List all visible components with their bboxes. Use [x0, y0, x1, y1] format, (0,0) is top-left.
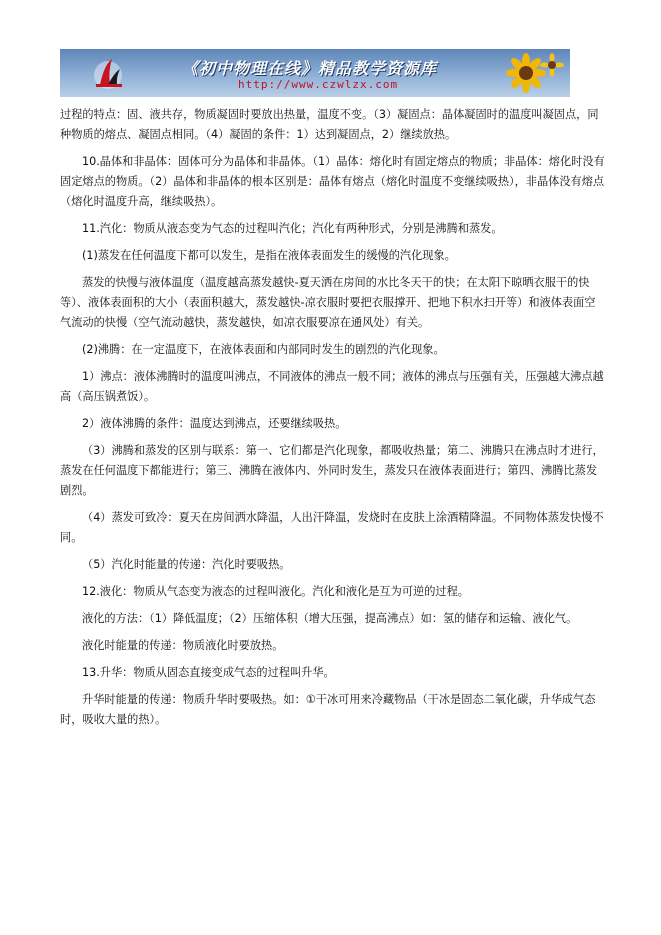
paragraph: (2)沸腾：在一定温度下，在液体表面和内部同时发生的剧烈的汽化现象。 — [82, 343, 445, 356]
paragraph: 1）沸点：液体沸腾时的温度叫沸点，不同液体的沸点一般不同；液体的沸点与压强有关，压强越大沸点越高（高压锅煮饭）。 — [60, 370, 604, 403]
paragraph: （3）沸腾和蒸发的区别与联系：第一、它们都是汽化现象，都吸收热量；第二、沸腾只在沸点时才进行，蒸发在任何温度下都能进行；第三、沸腾在液体内、外同时发生，蒸发只在液体表面进行；第四、沸腾比蒸发剧烈。 — [60, 444, 604, 497]
banner-title: 《初中物理在线》精品教学资源库 — [182, 59, 438, 78]
paragraph: 11.汽化：物质从液态变为气态的过程叫汽化；汽化有两种形式，分别是沸腾和蒸发。 — [82, 222, 503, 235]
paragraph: (1)蒸发在任何温度下都可以发生，是指在液体表面发生的缓慢的汽化现象。 — [82, 249, 456, 262]
paragraph: 液化时能量的传递：物质液化时要放热。 — [82, 639, 284, 652]
paragraph: （4）蒸发可致冷：夏天在房间洒水降温，人出汗降温，发烧时在皮肤上涂酒精降温。不同物体蒸发快慢不同。 — [60, 511, 604, 544]
paragraph: 13.升华：物质从固态直接变成气态的过程叫升华。 — [82, 666, 335, 679]
banner-url[interactable]: http://www.czwlzx.com — [238, 78, 399, 91]
paragraph: 10.晶体和非晶体：固体可分为晶体和非晶体。（1）晶体：熔化时有固定熔点的物质；非晶体：熔化时没有固定熔点的物质。（2）晶体和非晶体的根本区别是：晶体有熔点（熔化时温度不变继续吸热），非晶体没有熔点（熔化时温度升高，继续吸热）。 — [60, 155, 605, 208]
paragraph: 蒸发的快慢与液体温度（温度越高蒸发越快-夏天洒在房间的水比冬天干的快；在太阳下晾晒衣服干的快等）、液体表面积的大小（表面积越大，蒸发越快-凉衣服时要把衣服撑开、把地下积水扫开等）和液体表面空气流动的快慢（空气流动越快，蒸发越快，如凉衣服要凉在通风处）有关。 — [60, 276, 596, 329]
paragraph: 2）液体沸腾的条件：温度达到沸点，还要继续吸热。 — [82, 417, 347, 430]
logo-icon — [90, 55, 126, 91]
sunflower-icon — [506, 51, 564, 97]
document-body — [60, 105, 605, 737]
paragraph: 升华时能量的传递：物质升华时要吸热。如：①干冰可用来冷藏物品（干冰是固态二氧化碳，升华成气态时，吸收大量的热）。 — [60, 693, 596, 726]
paragraph: 液化的方法：（1）降低温度；（2）压缩体积（增大压强，提高沸点）如：氢的储存和运输、液化气。 — [82, 612, 578, 625]
header-banner — [60, 49, 570, 97]
paragraph: 12.液化：物质从气态变为液态的过程叫液化。汽化和液化是互为可逆的过程。 — [82, 585, 469, 598]
paragraph: 过程的特点：固、液共存，物质凝固时要放出热量，温度不变。（3）凝固点：晶体凝固时的温度叫凝固点，同种物质的熔点、凝固点相同。（4）凝固的条件：1）达到凝固点，2）继续放热。 — [60, 108, 599, 141]
paragraph: （5）汽化时能量的传递：汽化时要吸热。 — [82, 558, 291, 571]
